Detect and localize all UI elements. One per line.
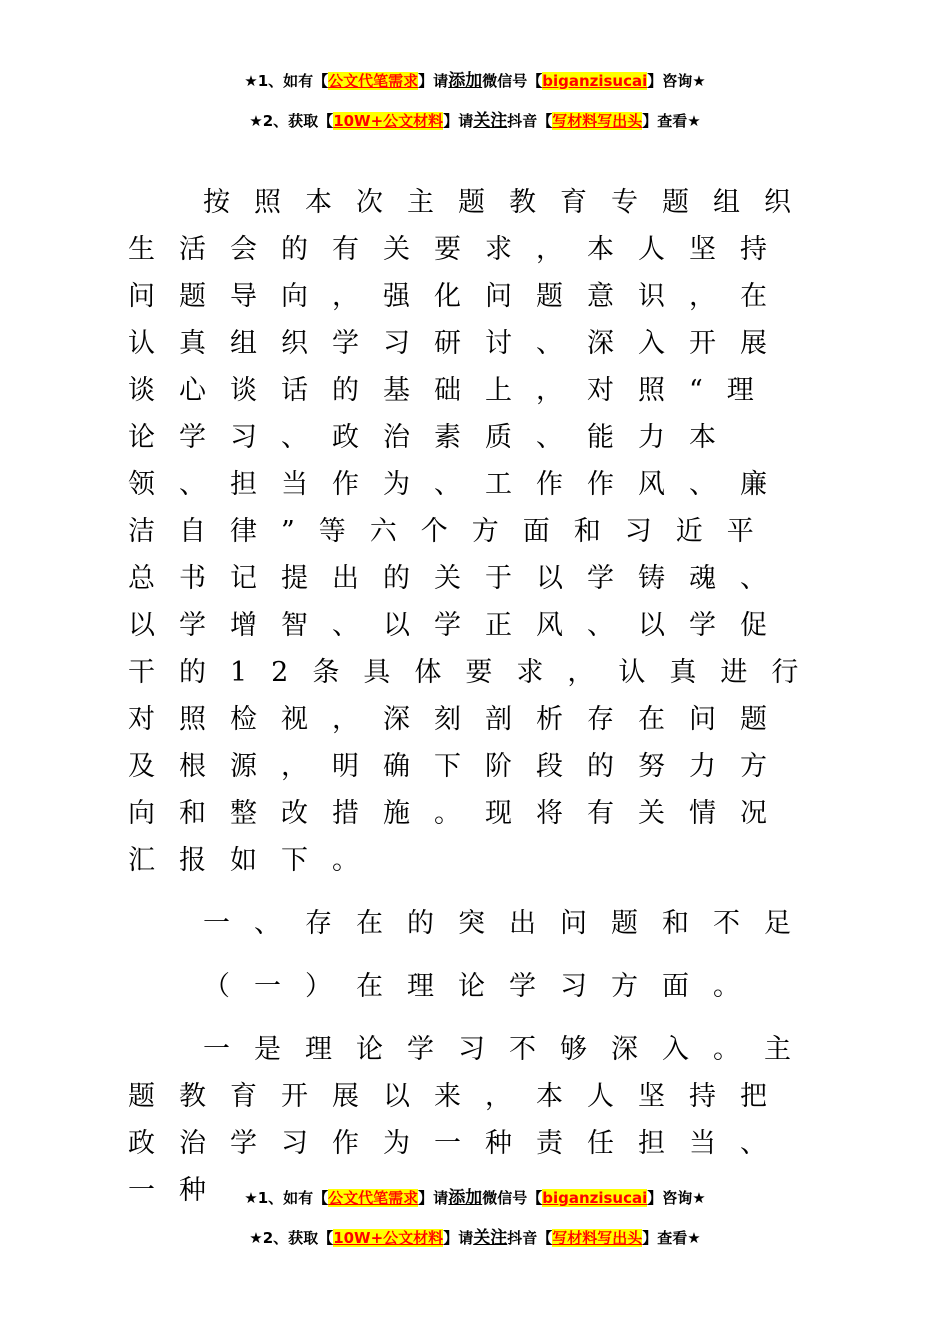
footer-line2-mid1: 】请 (443, 1229, 474, 1247)
body-paragraph-intro: 按照本次主题教育专题组织生活会的有关要求，本人坚持问题导向，强化问题意识，在认真组织学习研讨、深入开展谈心谈话的基础上，对照“理论学习、政治素质、能力本领、担当作为、工作作风、廉洁自律”等六个方面和习近平总书记提出的关于以学铸魂、以学增智、以学正风、以学促干的12条具体要求，认真进行对照检视，深刻剖析存在问题及根源，明确下阶段的努力方向和整改措施。现将有关情况汇报如下。 (128, 187, 823, 876)
footer-ad-line-1 (0, 1188, 950, 1208)
footer-line1-mid2: 微信号【 (482, 1189, 543, 1207)
header-line1-underline: 添加 (448, 71, 483, 91)
header-line2-highlight-douyin: 写材料写出头 (552, 112, 643, 130)
footer-ad-line-2 (0, 1228, 950, 1248)
header-line1-mid2: 微信号【 (482, 72, 543, 90)
header-line1-mid1: 】请 (418, 72, 449, 90)
footer-line1-highlight-service: 公文代笔需求 (328, 1189, 419, 1207)
header-line2-underline: 关注 (473, 111, 508, 131)
footer-line1-prefix: ★1、如有【 (244, 1189, 329, 1207)
body-paragraph-theory: 一是理论学习不够深入。主题教育开展以来，本人坚持把政治学习作为一种责任担当、一种 (128, 1034, 815, 1206)
footer-line2-mid2: 抖音【 (507, 1229, 553, 1247)
header-line2-prefix: ★2、获取【 (249, 112, 334, 130)
header-line2-mid2: 抖音【 (507, 112, 553, 130)
section-heading-1: 一、存在的突出问题和不足 (203, 908, 815, 939)
footer-line1-suffix: 】咨询★ (647, 1189, 706, 1207)
header-line2-mid1: 】请 (443, 112, 474, 130)
header-line2-suffix: 】查看★ (642, 112, 701, 130)
footer-line2-highlight-douyin: 写材料写出头 (552, 1229, 643, 1247)
footer-line2-prefix: ★2、获取【 (249, 1229, 334, 1247)
header-line1-suffix: 】咨询★ (647, 72, 706, 90)
subsection-heading-1: （一）在理论学习方面。 (203, 971, 764, 1002)
header-line1-highlight-wechat: biganzisucai (542, 72, 648, 90)
footer-line2-highlight-materials: 10W+公文材料 (333, 1229, 444, 1247)
header-line1-prefix: ★1、如有【 (244, 72, 329, 90)
footer-line1-underline: 添加 (448, 1188, 483, 1208)
header-ad-line-1 (0, 71, 950, 91)
header-line2-highlight-materials: 10W+公文材料 (333, 112, 444, 130)
header-line1-highlight-service: 公文代笔需求 (328, 72, 419, 90)
footer-line1-mid1: 】请 (418, 1189, 449, 1207)
footer-line2-underline: 关注 (473, 1228, 508, 1248)
document-body (128, 179, 828, 1214)
footer-line1-highlight-wechat: biganzisucai (542, 1189, 648, 1207)
header-ad-line-2 (0, 111, 950, 131)
footer-line2-suffix: 】查看★ (642, 1229, 701, 1247)
